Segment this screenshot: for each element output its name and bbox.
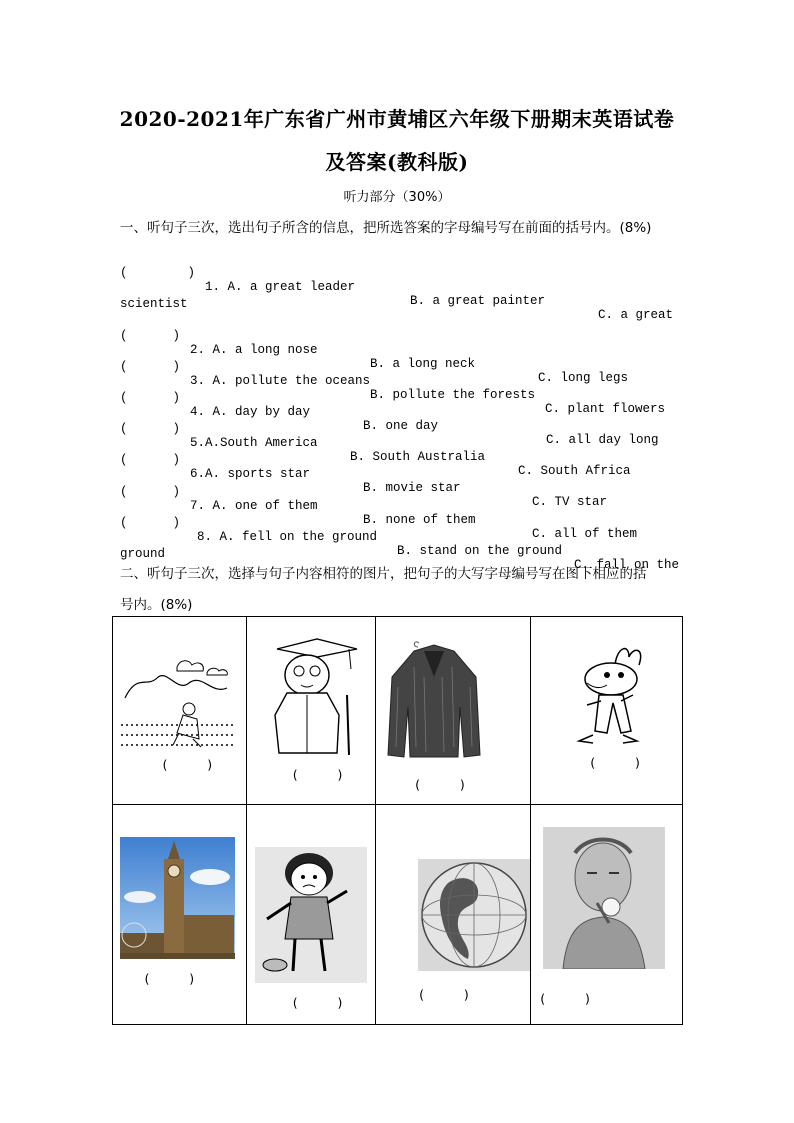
picture-cell-7 [375,805,530,1025]
answer-blank[interactable]: ( ) [120,360,181,374]
girl-dropping-cake-image [255,847,367,983]
option-a: 8. A. fell on the ground [197,530,378,544]
question-1-wrap [120,283,680,311]
option-b: B. stand on the ground [397,544,563,558]
picture-cell-6 [247,805,375,1025]
answer-blank[interactable]: ( ) [120,329,181,343]
section2-instruction-line-2: 号内。(8%) [120,597,193,613]
picture-cell-3 [375,617,530,805]
graduate-professor-image [257,635,369,760]
answer-blank[interactable]: ( ) [120,453,181,467]
option-c: C. all of them [532,527,638,541]
option-b: B. one day [363,419,439,433]
globe-image [418,859,530,971]
option-a: 2. A. a long nose [190,343,318,357]
option-c: C. fall on the [574,558,680,572]
picture-cell-8 [530,805,682,1025]
option-b: B. South Australia [350,450,486,464]
answer-blank[interactable]: ( ) [291,767,344,782]
option-b: B. a great painter [410,294,546,308]
option-c: C. a great [598,308,674,322]
answer-blank[interactable]: ( ) [588,755,642,770]
picture-cell-1 [113,617,247,805]
document-title-line-2: 及答案(教科版) [325,150,469,174]
listening-header: 听力部分（30%） [343,190,451,205]
answer-blank[interactable]: ( ) [120,266,196,280]
answer-blank[interactable]: ( ) [143,971,196,986]
option-a: 7. A. one of them [190,499,318,513]
answer-blank[interactable]: ( ) [161,757,214,772]
answer-blank[interactable]: ( ) [120,516,181,530]
answer-blank[interactable]: ( ) [120,422,181,436]
option-a: 6.A. sports star [190,467,311,481]
cartoon-rabbit-image [567,643,657,753]
answer-blank[interactable]: ( ) [538,991,592,1006]
answer-blank[interactable]: ( ) [120,485,181,499]
answer-blank[interactable]: ( ) [120,391,181,405]
picture-cell-5 [113,805,247,1025]
big-ben-tower-image [120,837,235,959]
question-8-wrap [120,533,680,561]
answer-blank[interactable]: ( ) [417,987,471,1002]
option-b: B. none of them [363,513,476,527]
answer-blank[interactable]: ( ) [291,995,344,1010]
picture-cell-4 [530,617,682,805]
option-b: B. a long neck [370,357,476,371]
picture-table [112,616,683,1025]
fur-coat-image [384,637,484,762]
document-title-line-1: 2020-2021年广东省广州市黄埔区六年级下册期末英语试卷 [119,107,675,131]
option-b: B. pollute the forests [370,388,536,402]
option-b: B. movie star [363,481,461,495]
option-a: 1. A. a great leader [205,280,356,294]
section1-instruction: 一、听句子三次，选出句子所含的信息，把所选答案的字母编号写在前面的括号内。(8%) [120,220,652,236]
option-c: C. all day long [546,433,659,447]
option-a: 4. A. day by day [190,405,311,419]
option-a: 3. A. pollute the oceans [190,374,371,388]
option-c: C. plant flowers [545,402,666,416]
picture-cell-2 [247,617,375,805]
option-a: 5.A.South America [190,436,318,450]
option-c: C. South Africa [518,464,631,478]
farmer-planting-image [117,653,247,763]
option-c-continued: scientist [120,297,188,311]
option-c-continued: ground [120,547,166,561]
option-c: C. TV star [532,495,608,509]
answer-blank[interactable]: ( ) [413,777,467,792]
option-c: C. long legs [538,371,629,385]
section2-instruction-line-1: 二、听句子三次，选择与句子内容相符的图片，把句子的大写字母编号写在图下相应的括 [120,566,647,582]
athlete-medal-image [543,827,665,969]
